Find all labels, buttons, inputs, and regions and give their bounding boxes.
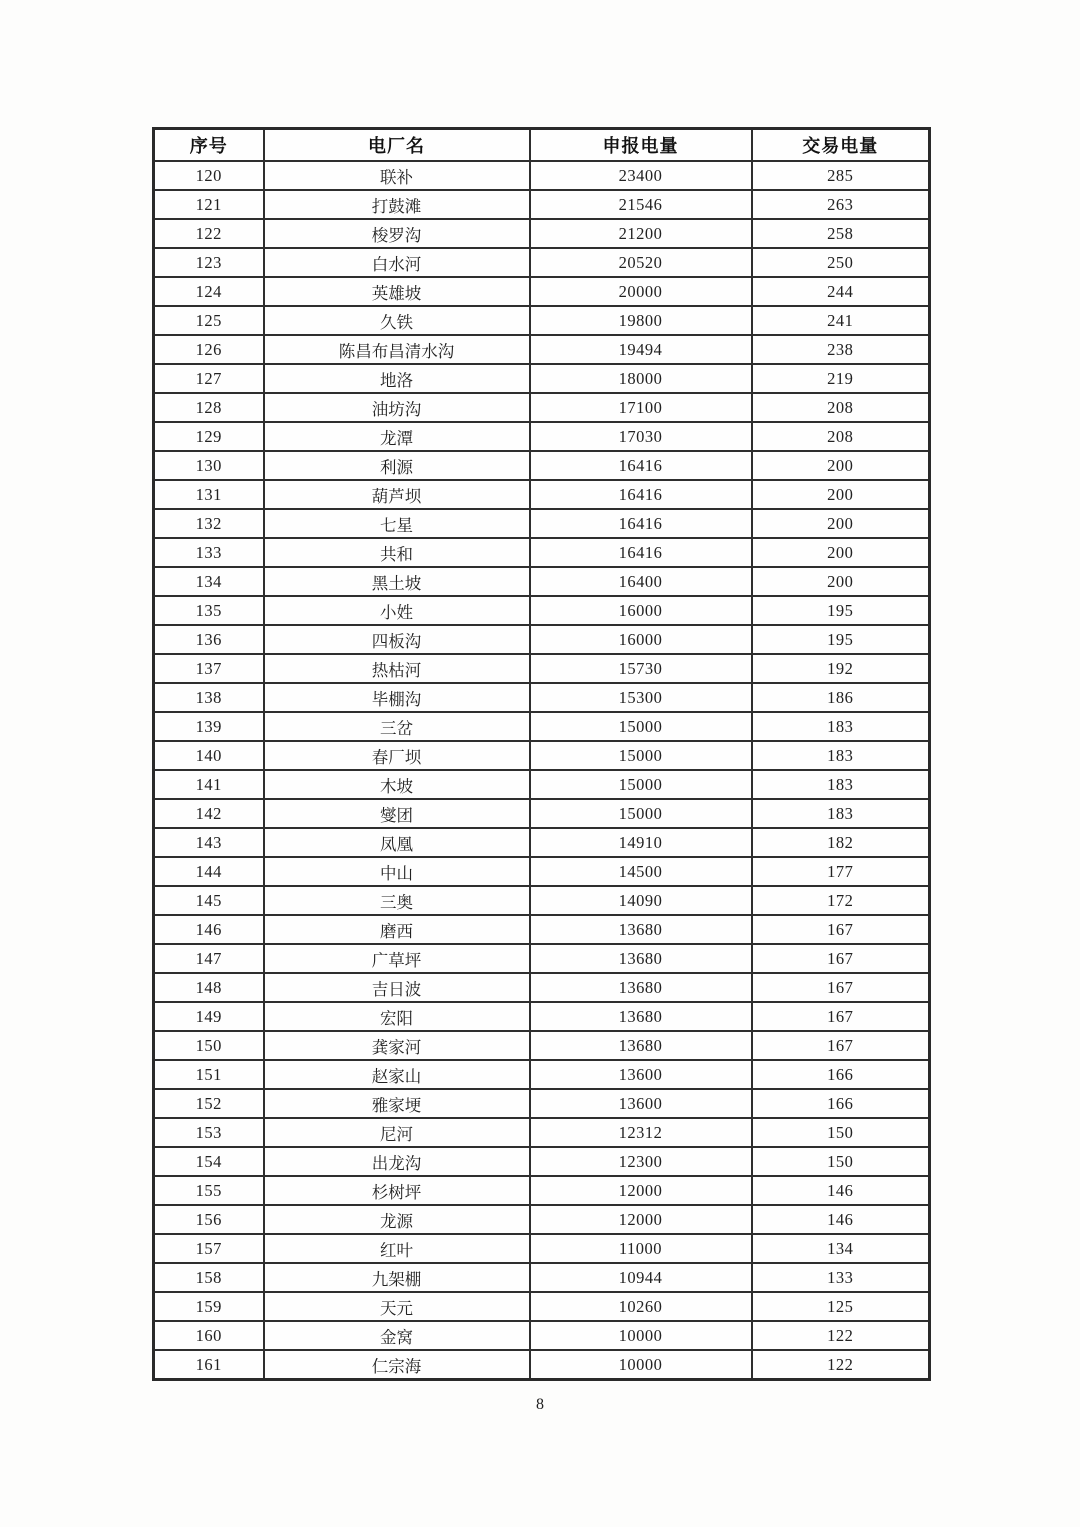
traded-energy-cell: 200 <box>752 538 930 567</box>
seq-cell: 140 <box>154 741 264 770</box>
table-row <box>154 799 930 828</box>
seq-cell: 148 <box>154 973 264 1002</box>
traded-energy-cell: 195 <box>752 596 930 625</box>
traded-energy-cell: 208 <box>752 422 930 451</box>
plant-name-cell: 龙源 <box>264 1205 530 1234</box>
table-row <box>154 1060 930 1089</box>
table-row <box>154 1002 930 1031</box>
table-row <box>154 393 930 422</box>
declared-energy-cell: 15000 <box>530 770 752 799</box>
plant-name-cell: 四板沟 <box>264 625 530 654</box>
declared-energy-cell: 13680 <box>530 915 752 944</box>
traded-energy-cell: 183 <box>752 741 930 770</box>
declared-energy-cell: 13680 <box>530 1031 752 1060</box>
seq-cell: 123 <box>154 248 264 277</box>
seq-cell: 149 <box>154 1002 264 1031</box>
seq-cell: 147 <box>154 944 264 973</box>
declared-energy-cell: 16000 <box>530 596 752 625</box>
declared-energy-cell: 10944 <box>530 1263 752 1292</box>
seq-cell: 152 <box>154 1089 264 1118</box>
plant-name-cell: 白水河 <box>264 248 530 277</box>
seq-cell: 121 <box>154 190 264 219</box>
table-row <box>154 1292 930 1321</box>
traded-energy-cell: 150 <box>752 1147 930 1176</box>
traded-energy-cell: 285 <box>752 161 930 190</box>
plant-name-cell: 梭罗沟 <box>264 219 530 248</box>
traded-energy-cell: 195 <box>752 625 930 654</box>
declared-energy-cell: 17100 <box>530 393 752 422</box>
plant-name-cell: 久铁 <box>264 306 530 335</box>
traded-energy-cell: 219 <box>752 364 930 393</box>
seq-cell: 154 <box>154 1147 264 1176</box>
declared-energy-cell: 20000 <box>530 277 752 306</box>
table-row <box>154 1031 930 1060</box>
traded-energy-cell: 125 <box>752 1292 930 1321</box>
traded-energy-cell: 200 <box>752 567 930 596</box>
seq-cell: 138 <box>154 683 264 712</box>
table-row <box>154 1350 930 1380</box>
traded-energy-cell: 133 <box>752 1263 930 1292</box>
declared-energy-cell: 16416 <box>530 538 752 567</box>
declared-energy-cell: 11000 <box>530 1234 752 1263</box>
declared-energy-cell: 15000 <box>530 741 752 770</box>
table-row <box>154 625 930 654</box>
plant-name-cell: 共和 <box>264 538 530 567</box>
traded-energy-cell: 244 <box>752 277 930 306</box>
plant-name-cell: 广草坪 <box>264 944 530 973</box>
declared-energy-cell: 16416 <box>530 480 752 509</box>
traded-energy-cell: 258 <box>752 219 930 248</box>
plant-name-cell: 英雄坡 <box>264 277 530 306</box>
declared-energy-cell: 10000 <box>530 1321 752 1350</box>
declared-energy-cell: 19494 <box>530 335 752 364</box>
table-row <box>154 1321 930 1350</box>
declared-energy-cell: 14910 <box>530 828 752 857</box>
traded-energy-cell: 172 <box>752 886 930 915</box>
seq-cell: 128 <box>154 393 264 422</box>
traded-energy-cell: 250 <box>752 248 930 277</box>
plant-name-cell: 仁宗海 <box>264 1350 530 1380</box>
plant-name-cell: 地洛 <box>264 364 530 393</box>
declared-energy-cell: 23400 <box>530 161 752 190</box>
table-row <box>154 364 930 393</box>
table-row <box>154 915 930 944</box>
table-row <box>154 567 930 596</box>
traded-energy-cell: 167 <box>752 915 930 944</box>
plant-name-cell: 利源 <box>264 451 530 480</box>
plant-name-cell: 九架棚 <box>264 1263 530 1292</box>
traded-energy-cell: 167 <box>752 973 930 1002</box>
declared-energy-cell: 21200 <box>530 219 752 248</box>
seq-cell: 142 <box>154 799 264 828</box>
seq-cell: 150 <box>154 1031 264 1060</box>
declared-energy-cell: 15300 <box>530 683 752 712</box>
seq-cell: 133 <box>154 538 264 567</box>
declared-energy-cell: 13680 <box>530 944 752 973</box>
seq-cell: 126 <box>154 335 264 364</box>
seq-cell: 137 <box>154 654 264 683</box>
table-row <box>154 422 930 451</box>
plant-name-cell: 木坡 <box>264 770 530 799</box>
table-row <box>154 1234 930 1263</box>
plant-name-cell: 吉日波 <box>264 973 530 1002</box>
col-header-traded-energy: 交易电量 <box>752 129 930 162</box>
plant-name-cell: 燮团 <box>264 799 530 828</box>
table-row <box>154 1089 930 1118</box>
table-row <box>154 248 930 277</box>
table-row <box>154 683 930 712</box>
declared-energy-cell: 17030 <box>530 422 752 451</box>
table-row <box>154 973 930 1002</box>
page-number: 8 <box>536 1396 544 1413</box>
header-row <box>154 129 930 162</box>
plant-name-cell: 葫芦坝 <box>264 480 530 509</box>
seq-cell: 156 <box>154 1205 264 1234</box>
table-row <box>154 596 930 625</box>
declared-energy-cell: 15730 <box>530 654 752 683</box>
seq-cell: 145 <box>154 886 264 915</box>
declared-energy-cell: 10000 <box>530 1350 752 1380</box>
table-row <box>154 654 930 683</box>
seq-cell: 127 <box>154 364 264 393</box>
declared-energy-cell: 20520 <box>530 248 752 277</box>
seq-cell: 135 <box>154 596 264 625</box>
traded-energy-cell: 200 <box>752 451 930 480</box>
declared-energy-cell: 13600 <box>530 1060 752 1089</box>
traded-energy-cell: 167 <box>752 944 930 973</box>
plant-name-cell: 小姓 <box>264 596 530 625</box>
plant-name-cell: 磨西 <box>264 915 530 944</box>
seq-cell: 120 <box>154 161 264 190</box>
seq-cell: 155 <box>154 1176 264 1205</box>
plant-name-cell: 黑土坡 <box>264 567 530 596</box>
plant-name-cell: 金窝 <box>264 1321 530 1350</box>
seq-cell: 134 <box>154 567 264 596</box>
seq-cell: 136 <box>154 625 264 654</box>
seq-cell: 130 <box>154 451 264 480</box>
traded-energy-cell: 177 <box>752 857 930 886</box>
declared-energy-cell: 16000 <box>530 625 752 654</box>
table-row <box>154 451 930 480</box>
seq-cell: 153 <box>154 1118 264 1147</box>
declared-energy-cell: 10260 <box>530 1292 752 1321</box>
table-row <box>154 219 930 248</box>
plant-name-cell: 陈昌布昌清水沟 <box>264 335 530 364</box>
traded-energy-cell: 186 <box>752 683 930 712</box>
traded-energy-cell: 150 <box>752 1118 930 1147</box>
col-header-declared-energy: 申报电量 <box>530 129 752 162</box>
plant-name-cell: 春厂坝 <box>264 741 530 770</box>
traded-energy-cell: 167 <box>752 1031 930 1060</box>
seq-cell: 160 <box>154 1321 264 1350</box>
seq-cell: 122 <box>154 219 264 248</box>
traded-energy-cell: 183 <box>752 770 930 799</box>
traded-energy-cell: 122 <box>752 1350 930 1380</box>
seq-cell: 141 <box>154 770 264 799</box>
traded-energy-cell: 200 <box>752 509 930 538</box>
seq-cell: 151 <box>154 1060 264 1089</box>
table-row <box>154 480 930 509</box>
seq-cell: 124 <box>154 277 264 306</box>
table-row <box>154 1118 930 1147</box>
seq-cell: 161 <box>154 1350 264 1380</box>
table-row <box>154 857 930 886</box>
table-row <box>154 306 930 335</box>
traded-energy-cell: 146 <box>752 1176 930 1205</box>
traded-energy-cell: 200 <box>752 480 930 509</box>
power-plant-table <box>152 127 931 1381</box>
declared-energy-cell: 13600 <box>530 1089 752 1118</box>
plant-name-cell: 出龙沟 <box>264 1147 530 1176</box>
traded-energy-cell: 134 <box>752 1234 930 1263</box>
table-row <box>154 828 930 857</box>
declared-energy-cell: 21546 <box>530 190 752 219</box>
seq-cell: 159 <box>154 1292 264 1321</box>
plant-name-cell: 油坊沟 <box>264 393 530 422</box>
declared-energy-cell: 12300 <box>530 1147 752 1176</box>
declared-energy-cell: 19800 <box>530 306 752 335</box>
traded-energy-cell: 122 <box>752 1321 930 1350</box>
declared-energy-cell: 15000 <box>530 712 752 741</box>
table-row <box>154 509 930 538</box>
traded-energy-cell: 166 <box>752 1060 930 1089</box>
seq-cell: 139 <box>154 712 264 741</box>
table-row <box>154 1263 930 1292</box>
declared-energy-cell: 15000 <box>530 799 752 828</box>
table-row <box>154 741 930 770</box>
declared-energy-cell: 16416 <box>530 509 752 538</box>
plant-name-cell: 热枯河 <box>264 654 530 683</box>
table-row <box>154 712 930 741</box>
seq-cell: 158 <box>154 1263 264 1292</box>
table-row <box>154 335 930 364</box>
plant-name-cell: 联补 <box>264 161 530 190</box>
declared-energy-cell: 12312 <box>530 1118 752 1147</box>
table-row <box>154 1205 930 1234</box>
seq-cell: 129 <box>154 422 264 451</box>
plant-name-cell: 打鼓滩 <box>264 190 530 219</box>
col-header-seq: 序号 <box>154 129 264 162</box>
table-row <box>154 770 930 799</box>
declared-energy-cell: 16416 <box>530 451 752 480</box>
plant-name-cell: 宏阳 <box>264 1002 530 1031</box>
traded-energy-cell: 208 <box>752 393 930 422</box>
traded-energy-cell: 192 <box>752 654 930 683</box>
plant-name-cell: 尼河 <box>264 1118 530 1147</box>
traded-energy-cell: 183 <box>752 712 930 741</box>
declared-energy-cell: 14500 <box>530 857 752 886</box>
table-row <box>154 190 930 219</box>
declared-energy-cell: 12000 <box>530 1205 752 1234</box>
col-header-plant-name: 电厂名 <box>264 129 530 162</box>
plant-name-cell: 杉树坪 <box>264 1176 530 1205</box>
plant-name-cell: 红叶 <box>264 1234 530 1263</box>
table-row <box>154 944 930 973</box>
plant-name-cell: 龙潭 <box>264 422 530 451</box>
traded-energy-cell: 146 <box>752 1205 930 1234</box>
table-header <box>154 129 930 162</box>
seq-cell: 144 <box>154 857 264 886</box>
table-row <box>154 886 930 915</box>
plant-name-cell: 赵家山 <box>264 1060 530 1089</box>
seq-cell: 146 <box>154 915 264 944</box>
plant-name-cell: 雅家埂 <box>264 1089 530 1118</box>
plant-name-cell: 龚家河 <box>264 1031 530 1060</box>
seq-cell: 157 <box>154 1234 264 1263</box>
plant-name-cell: 七星 <box>264 509 530 538</box>
seq-cell: 132 <box>154 509 264 538</box>
plant-name-cell: 中山 <box>264 857 530 886</box>
table-row <box>154 277 930 306</box>
declared-energy-cell: 12000 <box>530 1176 752 1205</box>
table-row <box>154 1147 930 1176</box>
plant-name-cell: 三奥 <box>264 886 530 915</box>
traded-energy-cell: 166 <box>752 1089 930 1118</box>
declared-energy-cell: 14090 <box>530 886 752 915</box>
seq-cell: 143 <box>154 828 264 857</box>
traded-energy-cell: 263 <box>752 190 930 219</box>
traded-energy-cell: 241 <box>752 306 930 335</box>
traded-energy-cell: 183 <box>752 799 930 828</box>
traded-energy-cell: 238 <box>752 335 930 364</box>
declared-energy-cell: 18000 <box>530 364 752 393</box>
declared-energy-cell: 16400 <box>530 567 752 596</box>
seq-cell: 125 <box>154 306 264 335</box>
plant-name-cell: 毕棚沟 <box>264 683 530 712</box>
plant-name-cell: 凤凰 <box>264 828 530 857</box>
table-body <box>154 161 930 1380</box>
plant-name-cell: 三岔 <box>264 712 530 741</box>
seq-cell: 131 <box>154 480 264 509</box>
table-row <box>154 161 930 190</box>
declared-energy-cell: 13680 <box>530 973 752 1002</box>
table-row <box>154 538 930 567</box>
table-row <box>154 1176 930 1205</box>
traded-energy-cell: 182 <box>752 828 930 857</box>
plant-name-cell: 天元 <box>264 1292 530 1321</box>
traded-energy-cell: 167 <box>752 1002 930 1031</box>
declared-energy-cell: 13680 <box>530 1002 752 1031</box>
